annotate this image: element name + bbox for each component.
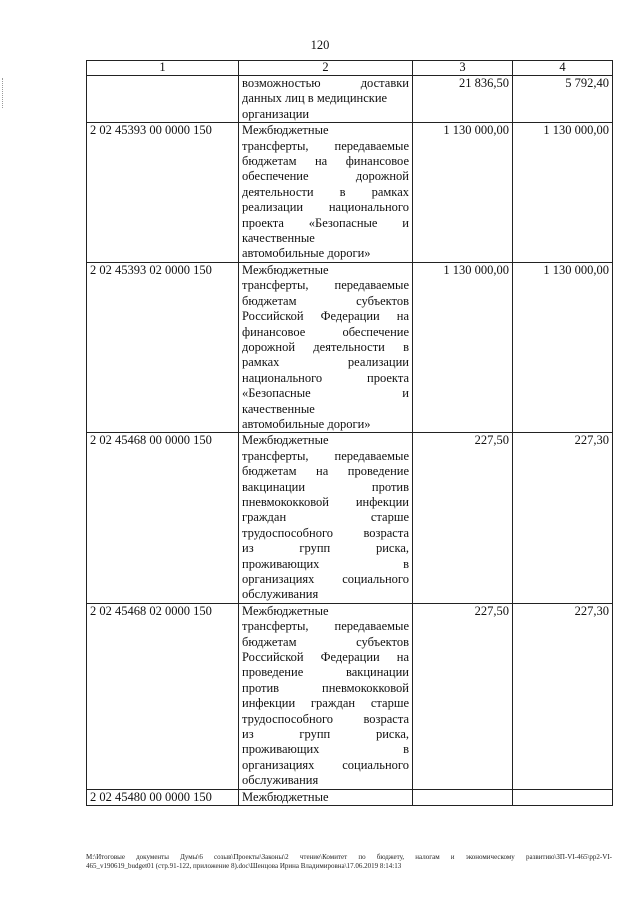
description-line: бюджетам на проведение: [242, 464, 409, 479]
description-line: трансферты, передаваемые: [242, 138, 409, 153]
footer-line-2: 465_v190619_budget01 (стр.91-122, приложение 8).doc\Шенцова Ирина Владимировна\17.06.2019 8:14:13: [86, 862, 402, 870]
description-line: Межбюджетные: [242, 123, 329, 138]
description-line: Межбюджетные: [242, 262, 329, 277]
description-line: возможностью доставки: [242, 76, 409, 90]
description-line: автомобильные дороги»: [242, 246, 371, 261]
budget-table: [86, 60, 613, 806]
description-line: дорожной деятельности в: [242, 339, 409, 354]
description-line: против пневмококковой: [242, 680, 409, 695]
description-line: трансферты, передаваемые: [242, 448, 409, 463]
description-line: Межбюджетные: [242, 603, 329, 618]
description-line: вакцинации против: [242, 479, 409, 494]
header-col-1: 1: [87, 61, 239, 76]
description-cell: [239, 76, 413, 123]
description-cell: [239, 123, 413, 263]
description-line: проекта «Безопасные и: [242, 215, 409, 230]
description-line: качественные: [242, 231, 315, 246]
amount-col-3-cell: 1 130 000,00: [413, 123, 513, 263]
description-line: трансферты, передаваемые: [242, 619, 409, 634]
header-col-3: 3: [413, 61, 513, 76]
description-line: «Безопасные и: [242, 386, 409, 401]
description-line: организациях социального: [242, 572, 409, 586]
margin-mark: [2, 78, 5, 108]
description-line: из групп риска,: [242, 727, 409, 742]
table-row: [87, 123, 613, 263]
description-line: из групп риска,: [242, 541, 409, 556]
description-line: инфекции граждан старше: [242, 696, 409, 711]
description-cell: [239, 603, 413, 789]
description-line: данных лиц в медицинские: [242, 91, 388, 106]
description-line: проживающих в: [242, 556, 409, 571]
description-line: трудоспособного возраста: [242, 711, 409, 726]
table-row: [87, 603, 613, 789]
description-cell: [239, 262, 413, 432]
description-line: бюджетам субъектов: [242, 634, 409, 649]
description-line: организации: [242, 106, 310, 121]
description-line: финансовое обеспечение: [242, 324, 409, 339]
table-row: [87, 262, 613, 432]
amount-col-3-cell: 227,50: [413, 603, 513, 789]
budget-code-cell: 2 02 45468 00 0000 150: [87, 433, 239, 603]
description-line: Межбюджетные: [242, 789, 329, 804]
description-line: автомобильные дороги»: [242, 416, 371, 431]
description-line: национального проекта: [242, 370, 409, 385]
amount-col-4-cell: 227,30: [513, 433, 613, 603]
file-path-footer: [86, 853, 612, 871]
description-cell: [239, 789, 413, 805]
description-line: обслуживания: [242, 773, 319, 788]
description-cell: [239, 433, 413, 603]
description-line: бюджетам на финансовое: [242, 154, 409, 169]
table-row: [87, 76, 613, 123]
header-col-4: 4: [513, 61, 613, 76]
amount-col-4-cell: [513, 789, 613, 805]
amount-col-4-cell: 5 792,40: [513, 76, 613, 123]
budget-code-cell: 2 02 45468 02 0000 150: [87, 603, 239, 789]
description-line: реализации национального: [242, 200, 409, 215]
description-line: деятельности в рамках: [242, 184, 409, 199]
footer-line-1: M:\Итоговые документы Думы\6 созыв\Проекты\Законы\2 чтение\Комитет по бюджету, налогам и экономическому развитию\ЗП-VI-465\рр2-VI-: [86, 853, 612, 861]
description-line: качественные: [242, 401, 315, 416]
description-line: проживающих в: [242, 742, 409, 757]
description-line: трансферты, передаваемые: [242, 278, 409, 293]
page-number: 120: [310, 38, 330, 52]
table-row: [87, 433, 613, 603]
table-row: [87, 789, 613, 805]
description-line: Российской Федерации на: [242, 309, 409, 324]
description-line: Межбюджетные: [242, 433, 329, 448]
amount-col-4-cell: 1 130 000,00: [513, 262, 613, 432]
table-header-row: [87, 61, 613, 76]
description-line: пневмококковой инфекции: [242, 494, 409, 509]
amount-col-3-cell: 21 836,50: [413, 76, 513, 123]
amount-col-4-cell: 1 130 000,00: [513, 123, 613, 263]
budget-code-cell: 2 02 45393 00 0000 150: [87, 123, 239, 263]
description-line: Российской Федерации на: [242, 650, 409, 665]
header-col-2: 2: [239, 61, 413, 76]
budget-code-cell: 2 02 45393 02 0000 150: [87, 262, 239, 432]
description-line: граждан старше: [242, 510, 409, 525]
description-line: трудоспособного возраста: [242, 525, 409, 540]
description-line: проведение вакцинации: [242, 665, 409, 680]
description-line: обслуживания: [242, 587, 319, 602]
description-line: бюджетам субъектов: [242, 293, 409, 308]
amount-col-3-cell: 227,50: [413, 433, 513, 603]
budget-code-cell: 2 02 45480 00 0000 150: [87, 789, 239, 805]
budget-code-cell: [87, 76, 239, 123]
amount-col-4-cell: 227,30: [513, 603, 613, 789]
description-line: рамках реализации: [242, 355, 409, 370]
description-line: обеспечение дорожной: [242, 169, 409, 184]
description-line: организациях социального: [242, 757, 409, 772]
amount-col-3-cell: 1 130 000,00: [413, 262, 513, 432]
amount-col-3-cell: [413, 789, 513, 805]
